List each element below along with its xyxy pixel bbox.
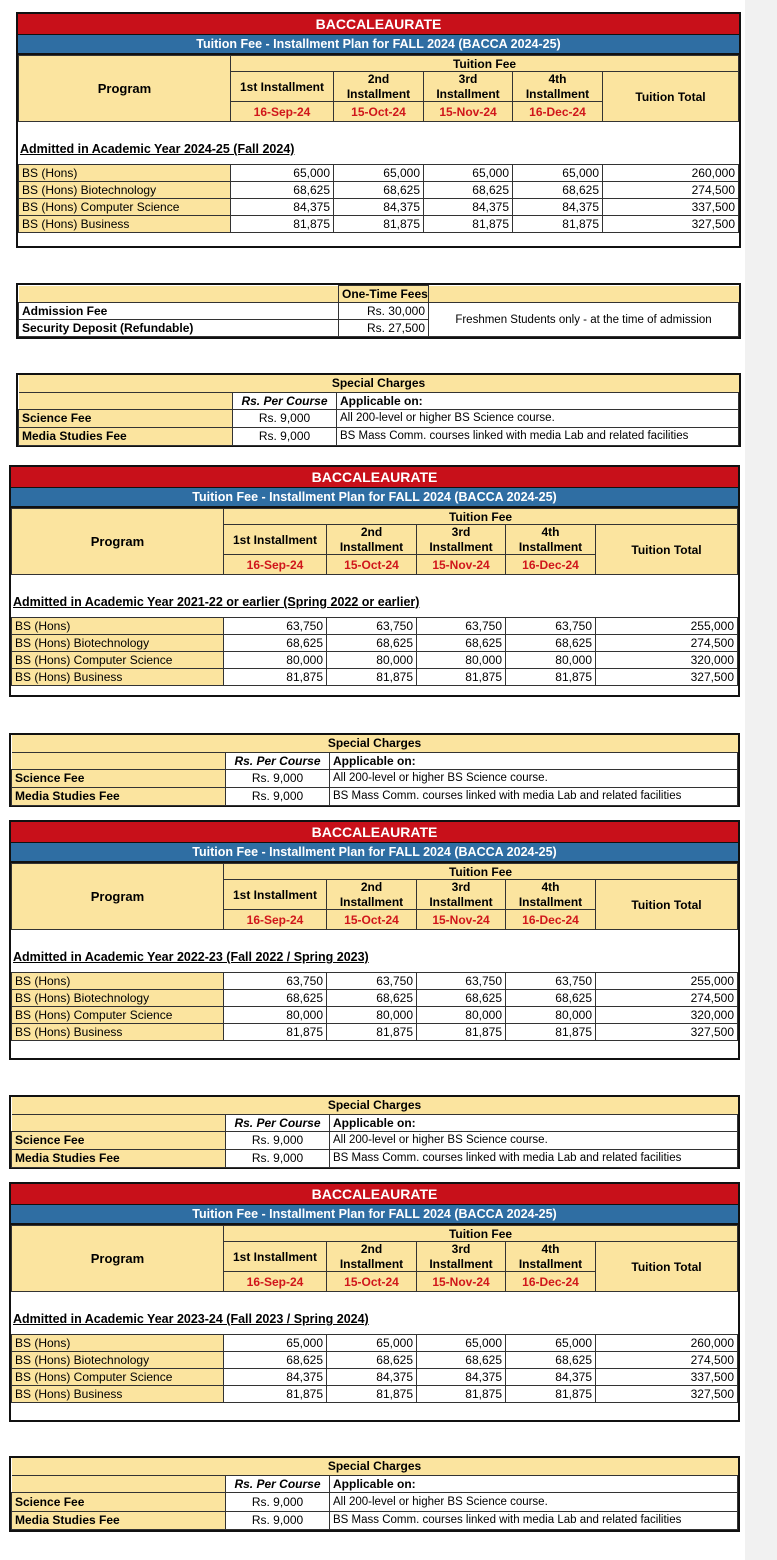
media-studies-fee-label: Media Studies Fee (19, 427, 233, 445)
media-studies-fee-value: Rs. 9,000 (226, 787, 330, 805)
program-name: BS (Hons) Computer Science (19, 199, 231, 216)
installment-4-amount: 65,000 (506, 1335, 596, 1352)
installment-1-amount: 84,375 (231, 199, 334, 216)
security-deposit-label: Security Deposit (Refundable) (19, 320, 339, 337)
tuition-total-amount: 320,000 (596, 1007, 738, 1024)
science-fee-label: Science Fee (12, 1131, 226, 1149)
installment-4-amount: 84,375 (513, 199, 603, 216)
fee-header-table (11, 1225, 738, 1292)
installment-4-amount: 65,000 (513, 165, 603, 182)
tuition-total-amount: 327,500 (596, 669, 738, 686)
installment-1-amount: 81,875 (231, 216, 334, 233)
installment-3-header: 3rd (424, 72, 513, 87)
program-name: BS (Hons) Biotechnology (19, 182, 231, 199)
installment-4-header-line2: Installment (506, 1257, 596, 1272)
due-date-4: 16-Dec-24 (506, 910, 596, 930)
media-studies-fee-label: Media Studies Fee (12, 1511, 226, 1529)
subtitle-bar: Tuition Fee - Installment Plan for FALL 2024 (BACCA 2024-25) (11, 843, 738, 863)
due-date-4: 16-Dec-24 (506, 1272, 596, 1292)
media-studies-fee-note: BS Mass Comm. courses linked with media Lab and related facilities (330, 787, 738, 805)
due-date-2: 15-Oct-24 (327, 555, 417, 575)
tuition-fee-header: Tuition Fee (224, 509, 738, 525)
media-studies-fee-label: Media Studies Fee (12, 1149, 226, 1167)
installment-3-amount: 81,875 (417, 1386, 506, 1403)
tuition-total-amount: 320,000 (596, 652, 738, 669)
installment-3-header: 3rd (417, 525, 506, 540)
special-charges-block (9, 1095, 740, 1169)
title-bar: BACCALEAURATE (11, 822, 738, 843)
due-date-3: 15-Nov-24 (424, 102, 513, 122)
tuition-fee-header: Tuition Fee (231, 56, 739, 72)
admission-fee-value: Rs. 30,000 (339, 303, 429, 320)
applicable-column-header: Applicable on: (330, 752, 738, 769)
installment-1-amount: 81,875 (224, 1024, 327, 1041)
due-date-3: 15-Nov-24 (417, 1272, 506, 1292)
tuition-total-amount: 274,500 (603, 182, 739, 199)
science-fee-label: Science Fee (19, 409, 233, 427)
program-column-header: Program (19, 56, 231, 122)
fee-plan-2024-25 (16, 12, 741, 248)
science-fee-note: All 200-level or higher BS Science course. (330, 769, 738, 787)
installment-2-amount: 65,000 (334, 165, 424, 182)
installment-4-amount: 63,750 (506, 973, 596, 990)
installment-1-header: 1st Installment (224, 880, 327, 910)
special-charges-title: Special Charges (12, 735, 738, 752)
special-charges-title: Special Charges (19, 375, 739, 392)
installment-1-amount: 68,625 (224, 1352, 327, 1369)
installment-4-amount: 68,625 (513, 182, 603, 199)
installment-2-header-line2: Installment (327, 895, 417, 910)
installment-1-amount: 68,625 (224, 635, 327, 652)
installment-2-header: 2nd (327, 525, 417, 540)
applicable-column-header: Applicable on: (337, 392, 739, 409)
tuition-total-amount: 260,000 (603, 165, 739, 182)
installment-4-header-line2: Installment (513, 87, 603, 102)
applicable-column-header: Applicable on: (330, 1114, 738, 1131)
installment-3-amount: 65,000 (417, 1335, 506, 1352)
fee-header-table (11, 863, 738, 930)
program-name: BS (Hons) Computer Science (12, 1369, 224, 1386)
due-date-4: 16-Dec-24 (506, 555, 596, 575)
installment-4-header: 4th (506, 1242, 596, 1257)
program-name: BS (Hons) (12, 973, 224, 990)
title-bar: BACCALEAURATE (18, 14, 739, 35)
program-name: BS (Hons) Business (12, 669, 224, 686)
special-charges-title: Special Charges (12, 1097, 738, 1114)
program-name: BS (Hons) (19, 165, 231, 182)
installment-3-header-line2: Installment (424, 87, 513, 102)
table-row (12, 618, 738, 635)
installment-3-header: 3rd (417, 880, 506, 895)
table-row (12, 973, 738, 990)
fee-rows-table (11, 1334, 738, 1403)
program-name: BS (Hons) Computer Science (12, 652, 224, 669)
program-name: BS (Hons) Business (12, 1024, 224, 1041)
tuition-total-header: Tuition Total (596, 880, 738, 930)
installment-3-amount: 80,000 (417, 1007, 506, 1024)
table-row (12, 1352, 738, 1369)
tuition-total-amount: 327,500 (596, 1024, 738, 1041)
program-name: BS (Hons) Business (19, 216, 231, 233)
installment-4-amount: 81,875 (506, 1386, 596, 1403)
table-row (12, 1369, 738, 1386)
installment-3-amount: 68,625 (424, 182, 513, 199)
science-fee-value: Rs. 9,000 (226, 1131, 330, 1149)
page-margin (745, 0, 777, 1560)
science-fee-note: All 200-level or higher BS Science course. (330, 1493, 738, 1511)
table-row (12, 1386, 738, 1403)
installment-4-amount: 81,875 (506, 669, 596, 686)
program-name: BS (Hons) (12, 618, 224, 635)
program-name: BS (Hons) Biotechnology (12, 1352, 224, 1369)
installment-2-header-line2: Installment (327, 540, 417, 555)
tuition-fee-header: Tuition Fee (224, 1226, 738, 1242)
installment-2-amount: 84,375 (327, 1369, 417, 1386)
tuition-total-amount: 274,500 (596, 1352, 738, 1369)
program-name: BS (Hons) (12, 1335, 224, 1352)
media-studies-fee-value: Rs. 9,000 (226, 1511, 330, 1529)
installment-3-amount: 81,875 (424, 216, 513, 233)
installment-2-amount: 63,750 (327, 618, 417, 635)
program-name: BS (Hons) Business (12, 1386, 224, 1403)
installment-3-amount: 68,625 (417, 1352, 506, 1369)
one-time-fees-table (16, 283, 741, 339)
tuition-total-amount: 327,500 (596, 1386, 738, 1403)
admission-year-heading: Admitted in Academic Year 2023-24 (Fall 2023 / Spring 2024) (13, 1312, 369, 1326)
table-row (19, 182, 739, 199)
science-fee-value: Rs. 9,000 (233, 409, 337, 427)
science-fee-label: Science Fee (12, 1493, 226, 1511)
table-row (19, 199, 739, 216)
tuition-total-amount: 274,500 (596, 990, 738, 1007)
tuition-total-header: Tuition Total (596, 525, 738, 575)
media-studies-fee-note: BS Mass Comm. courses linked with media Lab and related facilities (337, 427, 739, 445)
title-bar: BACCALEAURATE (11, 1184, 738, 1205)
installment-4-header: 4th (506, 880, 596, 895)
installment-2-amount: 80,000 (327, 652, 417, 669)
program-name: BS (Hons) Biotechnology (12, 990, 224, 1007)
applicable-column-header: Applicable on: (330, 1475, 738, 1492)
table-row (19, 216, 739, 233)
science-fee-label: Science Fee (12, 769, 226, 787)
special-charges-block (9, 1456, 740, 1532)
installment-2-header: 2nd (327, 880, 417, 895)
table-row (12, 990, 738, 1007)
installment-4-amount: 80,000 (506, 1007, 596, 1024)
installment-2-amount: 68,625 (327, 635, 417, 652)
installment-2-amount: 68,625 (334, 182, 424, 199)
admission-fee-label: Admission Fee (19, 303, 339, 320)
installment-4-amount: 63,750 (506, 618, 596, 635)
media-studies-fee-value: Rs. 9,000 (226, 1149, 330, 1167)
installment-4-amount: 68,625 (506, 990, 596, 1007)
installment-2-header: 2nd (334, 72, 424, 87)
tuition-total-amount: 255,000 (596, 618, 738, 635)
installment-3-amount: 68,625 (417, 990, 506, 1007)
installment-3-header-line2: Installment (417, 1257, 506, 1272)
subtitle-bar: Tuition Fee - Installment Plan for FALL 2024 (BACCA 2024-25) (11, 1205, 738, 1225)
table-row (12, 652, 738, 669)
installment-1-amount: 63,750 (224, 618, 327, 635)
installment-1-amount: 63,750 (224, 973, 327, 990)
installment-2-amount: 68,625 (327, 990, 417, 1007)
installment-1-header: 1st Installment (231, 72, 334, 102)
tuition-total-amount: 337,500 (603, 199, 739, 216)
installment-3-amount: 80,000 (417, 652, 506, 669)
subtitle-bar: Tuition Fee - Installment Plan for FALL 2024 (BACCA 2024-25) (11, 488, 738, 508)
admission-year-heading: Admitted in Academic Year 2024-25 (Fall 2024) (20, 142, 295, 156)
program-name: BS (Hons) Biotechnology (12, 635, 224, 652)
installment-3-amount: 81,875 (417, 1024, 506, 1041)
installment-1-amount: 84,375 (224, 1369, 327, 1386)
installment-4-amount: 68,625 (506, 635, 596, 652)
installment-2-header-line2: Installment (327, 1257, 417, 1272)
installment-2-amount: 65,000 (327, 1335, 417, 1352)
media-studies-fee-value: Rs. 9,000 (233, 427, 337, 445)
installment-2-amount: 80,000 (327, 1007, 417, 1024)
table-row (12, 635, 738, 652)
installment-1-amount: 68,625 (224, 990, 327, 1007)
special-charges-block (16, 373, 741, 447)
admission-year-heading: Admitted in Academic Year 2022-23 (Fall 2022 / Spring 2023) (13, 950, 369, 964)
installment-3-header-line2: Installment (417, 540, 506, 555)
due-date-4: 16-Dec-24 (513, 102, 603, 122)
tuition-total-amount: 327,500 (603, 216, 739, 233)
due-date-3: 15-Nov-24 (417, 910, 506, 930)
subtitle-bar: Tuition Fee - Installment Plan for FALL 2024 (BACCA 2024-25) (18, 35, 739, 55)
special-charges-block (9, 733, 740, 807)
due-date-3: 15-Nov-24 (417, 555, 506, 575)
program-name: BS (Hons) Computer Science (12, 1007, 224, 1024)
installment-1-header: 1st Installment (224, 1242, 327, 1272)
installment-2-amount: 81,875 (327, 1386, 417, 1403)
media-studies-fee-note: BS Mass Comm. courses linked with media Lab and related facilities (330, 1149, 738, 1167)
fee-header-table (18, 55, 739, 122)
tuition-total-amount: 337,500 (596, 1369, 738, 1386)
tuition-fee-header: Tuition Fee (224, 864, 738, 880)
installment-1-amount: 80,000 (224, 1007, 327, 1024)
due-date-2: 15-Oct-24 (334, 102, 424, 122)
installment-4-amount: 84,375 (506, 1369, 596, 1386)
installment-4-amount: 80,000 (506, 652, 596, 669)
installment-3-header-line2: Installment (417, 895, 506, 910)
installment-2-amount: 81,875 (327, 669, 417, 686)
fee-plan-2023-24 (9, 1182, 740, 1422)
rate-column-header: Rs. Per Course (226, 1475, 330, 1492)
installment-2-amount: 63,750 (327, 973, 417, 990)
installment-4-header: 4th (506, 525, 596, 540)
science-fee-note: All 200-level or higher BS Science course. (337, 409, 739, 427)
program-column-header: Program (12, 509, 224, 575)
installment-3-amount: 63,750 (417, 973, 506, 990)
rate-column-header: Rs. Per Course (233, 392, 337, 409)
fee-rows-table (18, 164, 739, 233)
installment-1-amount: 68,625 (231, 182, 334, 199)
tuition-total-header: Tuition Total (596, 1242, 738, 1292)
fee-rows-table (11, 617, 738, 686)
special-charges-title: Special Charges (12, 1458, 738, 1475)
fee-rows-table (11, 972, 738, 1041)
program-column-header: Program (12, 1226, 224, 1292)
tuition-total-header: Tuition Total (603, 72, 739, 122)
one-time-fees-title: One-Time Fees (339, 286, 429, 303)
security-deposit-value: Rs. 27,500 (339, 320, 429, 337)
installment-3-amount: 81,875 (417, 669, 506, 686)
installment-2-amount: 68,625 (327, 1352, 417, 1369)
installment-2-header: 2nd (327, 1242, 417, 1257)
installment-2-amount: 81,875 (334, 216, 424, 233)
installment-4-amount: 81,875 (513, 216, 603, 233)
admission-year-heading: Admitted in Academic Year 2021-22 or earlier (Spring 2022 or earlier) (13, 595, 420, 609)
tuition-total-amount: 260,000 (596, 1335, 738, 1352)
installment-2-header-line2: Installment (334, 87, 424, 102)
installment-1-amount: 80,000 (224, 652, 327, 669)
science-fee-value: Rs. 9,000 (226, 769, 330, 787)
installment-3-amount: 84,375 (417, 1369, 506, 1386)
installment-4-header-line2: Installment (506, 895, 596, 910)
media-studies-fee-note: BS Mass Comm. courses linked with media Lab and related facilities (330, 1511, 738, 1529)
installment-1-amount: 65,000 (224, 1335, 327, 1352)
installment-3-amount: 63,750 (417, 618, 506, 635)
due-date-2: 15-Oct-24 (327, 1272, 417, 1292)
installment-3-amount: 65,000 (424, 165, 513, 182)
tuition-total-amount: 274,500 (596, 635, 738, 652)
installment-4-header: 4th (513, 72, 603, 87)
installment-1-amount: 81,875 (224, 669, 327, 686)
installment-3-amount: 84,375 (424, 199, 513, 216)
program-column-header: Program (12, 864, 224, 930)
rate-column-header: Rs. Per Course (226, 1114, 330, 1131)
table-row (19, 165, 739, 182)
media-studies-fee-label: Media Studies Fee (12, 787, 226, 805)
fee-header-table (11, 508, 738, 575)
table-row (12, 669, 738, 686)
installment-1-amount: 81,875 (224, 1386, 327, 1403)
fee-plan-2022-23 (9, 820, 740, 1060)
title-bar: BACCALEAURATE (11, 467, 738, 488)
installment-3-amount: 68,625 (417, 635, 506, 652)
installment-2-amount: 84,375 (334, 199, 424, 216)
installment-2-amount: 81,875 (327, 1024, 417, 1041)
due-date-1: 16-Sep-24 (224, 1272, 327, 1292)
installment-3-header: 3rd (417, 1242, 506, 1257)
installment-1-header: 1st Installment (224, 525, 327, 555)
due-date-1: 16-Sep-24 (224, 910, 327, 930)
science-fee-note: All 200-level or higher BS Science course. (330, 1131, 738, 1149)
fee-plan-2021-22 (9, 465, 740, 697)
rate-column-header: Rs. Per Course (226, 752, 330, 769)
science-fee-value: Rs. 9,000 (226, 1493, 330, 1511)
table-row (12, 1007, 738, 1024)
installment-1-amount: 65,000 (231, 165, 334, 182)
one-time-fees-note: Freshmen Students only - at the time of admission (429, 303, 739, 337)
installment-4-amount: 81,875 (506, 1024, 596, 1041)
due-date-1: 16-Sep-24 (231, 102, 334, 122)
due-date-2: 15-Oct-24 (327, 910, 417, 930)
table-row (12, 1335, 738, 1352)
table-row (12, 1024, 738, 1041)
due-date-1: 16-Sep-24 (224, 555, 327, 575)
installment-4-amount: 68,625 (506, 1352, 596, 1369)
tuition-total-amount: 255,000 (596, 973, 738, 990)
installment-4-header-line2: Installment (506, 540, 596, 555)
